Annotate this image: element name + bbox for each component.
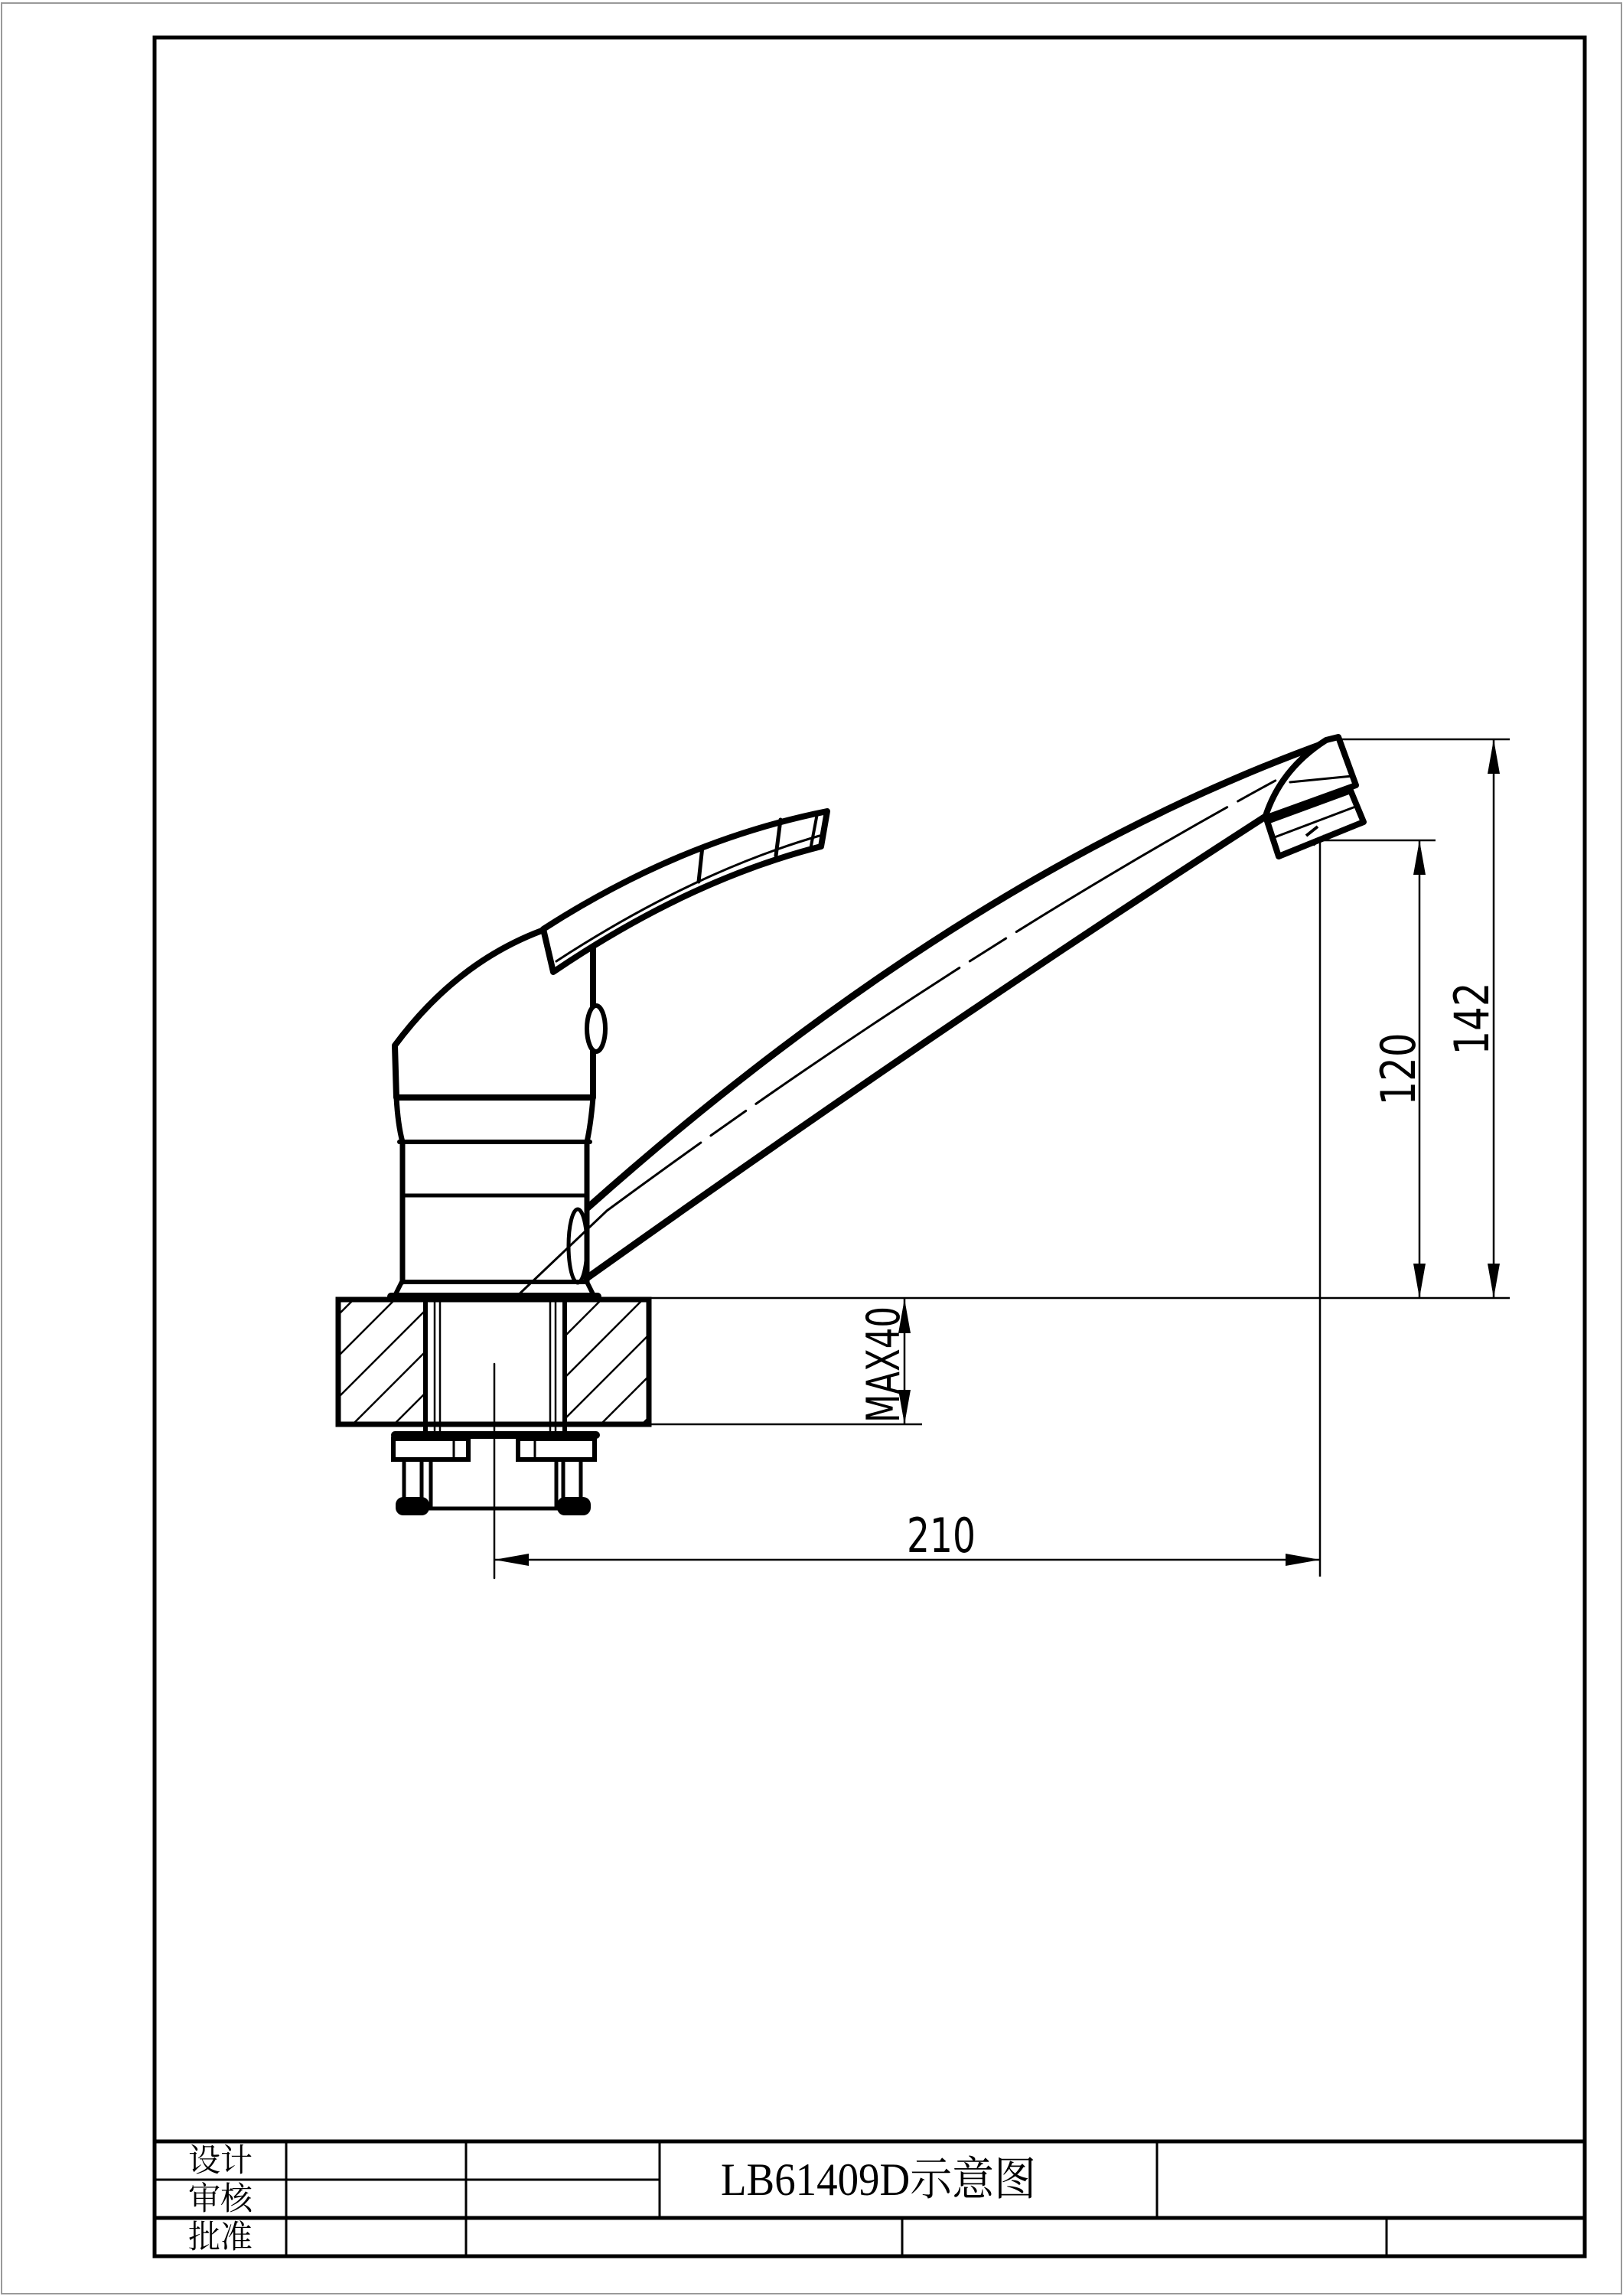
title-block-label-review: 审核	[187, 2182, 253, 2217]
drawing-title: LB61409D示意图	[721, 2154, 1036, 2205]
faucet-drawing	[338, 737, 1364, 1578]
extension-lines	[649, 739, 1510, 1577]
hatch-right	[567, 1302, 647, 1422]
handle-lever	[543, 811, 827, 972]
hatch-left	[341, 1302, 423, 1422]
sheet-borders	[2, 3, 1621, 2294]
faucet-body	[396, 1097, 593, 1282]
dim-text-210: 210	[907, 1508, 976, 1564]
bolt-cap-left	[396, 1497, 429, 1515]
title-block	[155, 2141, 1585, 2256]
title-block-label-approve: 批准	[187, 2220, 253, 2255]
dimension-arrows	[494, 739, 1500, 1566]
spout-centerline	[513, 768, 1299, 1300]
title-block-label-design: 设计	[187, 2144, 253, 2179]
dim-text-120: 120	[1370, 1015, 1426, 1106]
dim-text-142: 142	[1444, 964, 1500, 1055]
spout-head	[1265, 737, 1364, 856]
bolt-cap-right	[557, 1497, 591, 1515]
outer-border	[2, 3, 1621, 2294]
lock-nut-left	[393, 1439, 468, 1459]
lock-nut-right	[518, 1439, 595, 1459]
indicator-button	[587, 1006, 605, 1052]
inner-border	[155, 38, 1585, 2256]
base-flange	[391, 1282, 598, 1296]
dim-text-max40: MAX40	[857, 1261, 911, 1423]
spout-tube	[513, 742, 1329, 1300]
